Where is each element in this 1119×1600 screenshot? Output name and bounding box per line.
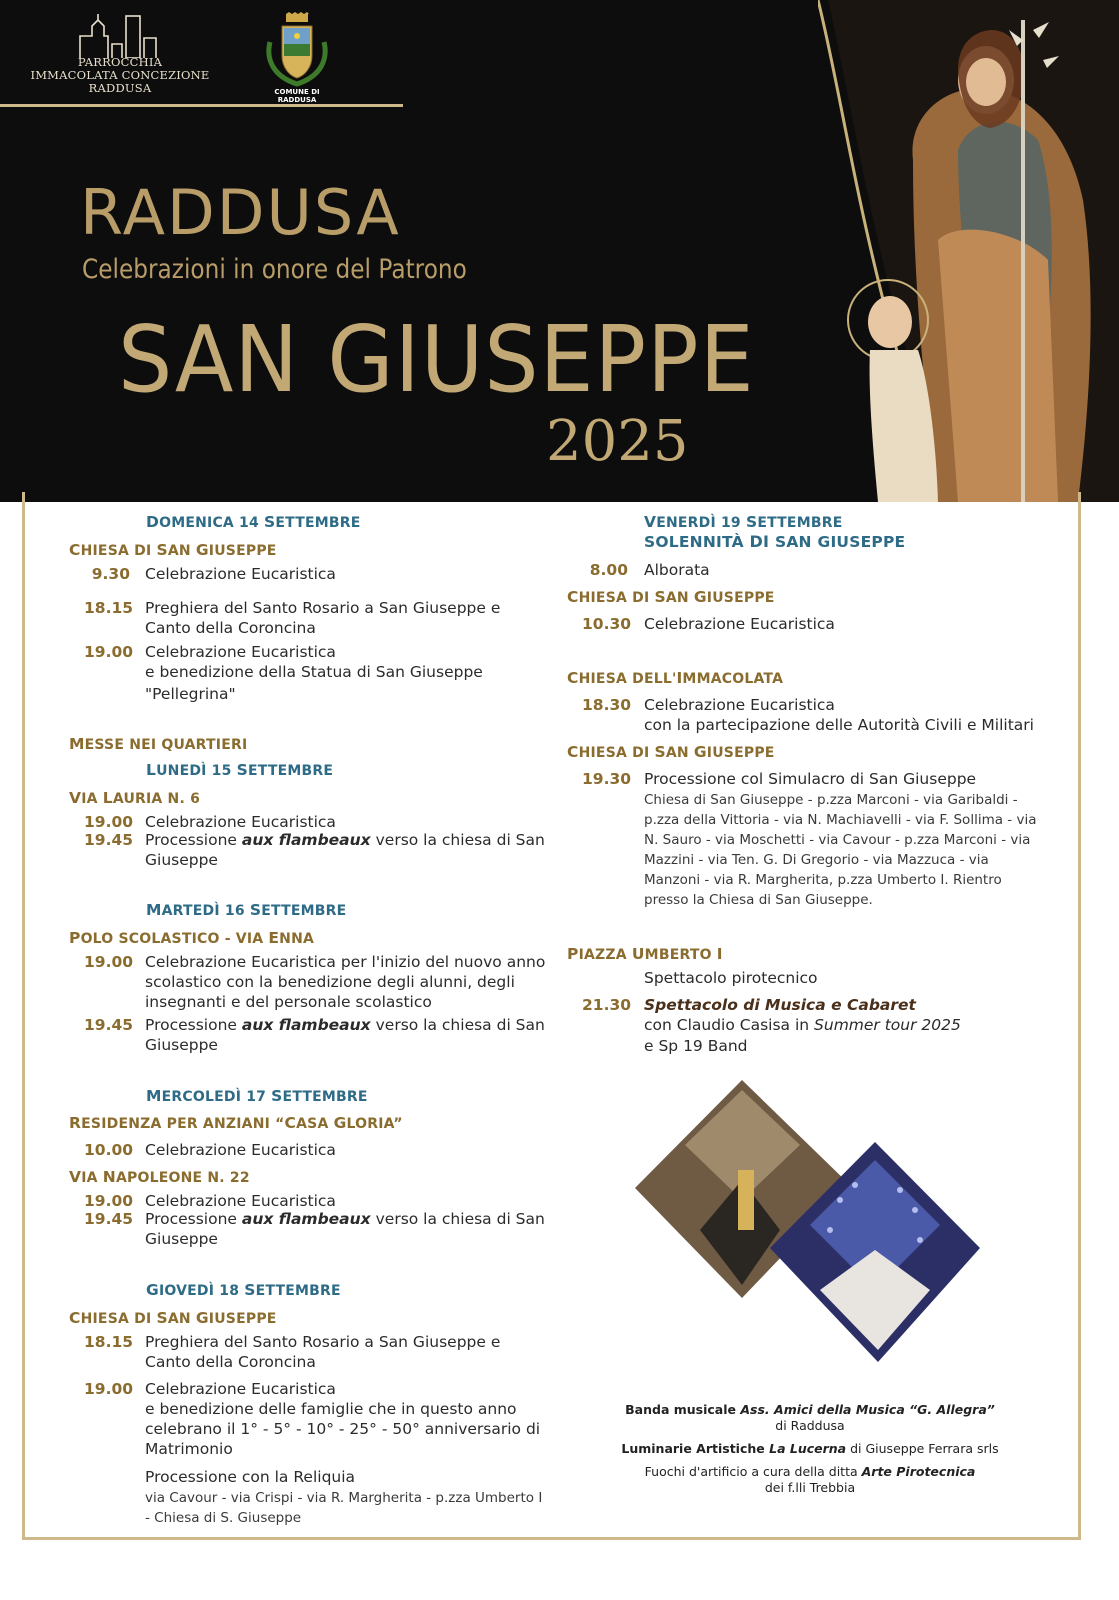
event-desc: Celebrazione Eucaristica per l'inizio del nuovo anno (145, 953, 546, 971)
event-time: 19.00 (84, 953, 134, 971)
location-chiesa-san-giuseppe: CHIESA DI SAN GIUSEPPE (567, 743, 775, 761)
procession-route: Chiesa di San Giuseppe - p.zza Marconi - via Garibaldi - (644, 792, 1018, 808)
procession-route: Manzoni - via R. Margherita, p.zza Umberto I. Rientro (644, 872, 1002, 888)
procession-route: p.zza della Vittoria - via N. Machiavelli - via F. Sollima - via (644, 812, 1037, 828)
event-desc: Celebrazione Eucaristica (145, 1192, 336, 1210)
credit-fuochi: Fuochi d'artificio a cura della ditta Arte Pirotecnica (644, 1464, 976, 1479)
event-desc: Celebrazione Eucaristica (145, 813, 336, 831)
event-time: 19.00 (84, 643, 134, 661)
day-heading-mon15: LUNEDÌ 15 SETTEMBRE (146, 761, 334, 779)
event-desc: e benedizione della Statua di San Giuseppe (145, 663, 483, 681)
credit-banda-town: di Raddusa (775, 1418, 845, 1433)
event-desc: Celebrazione Eucaristica (145, 565, 336, 583)
event-time: 19.45 (84, 831, 134, 849)
church-skyline-icon (78, 14, 162, 58)
event-time: 19.00 (84, 813, 134, 831)
day-heading-sun14: DOMENICA 14 SETTEMBRE (146, 513, 361, 531)
location-casa-gloria: RESIDENZA PER ANZIANI “CASA GLORIA” (69, 1114, 403, 1132)
solemnity-title: SOLENNITÀ DI SAN GIUSEPPE (644, 532, 906, 551)
credit-fuochi-family: dei f.lli Trebbia (764, 1480, 856, 1495)
event-desc: Processione aux flambeaux verso la chiesa di San (145, 1210, 545, 1228)
event-time: 9.30 (91, 565, 130, 583)
event-time: 19.45 (84, 1210, 134, 1228)
header-rule (0, 104, 403, 107)
event-time: 19.00 (84, 1192, 134, 1210)
comune-label-line2: RADDUSA (277, 96, 317, 104)
credit-banda: Banda musicale Ass. Amici della Musica “G. Allegra” (625, 1402, 995, 1417)
event-desc: Giuseppe (145, 1036, 218, 1054)
event-time: 8.00 (589, 561, 628, 579)
coat-of-arms-icon (262, 12, 332, 88)
location-polo-scolastico: POLO SCOLASTICO - VIA ENNA (69, 929, 315, 947)
event-time: 10.30 (582, 615, 632, 633)
saint-joseph-statue-image (818, 0, 1119, 502)
location-via-napoleone: VIA NAPOLEONE N. 22 (69, 1168, 250, 1186)
title-town: RADDUSA (80, 176, 401, 249)
event-time: 19.30 (582, 770, 632, 788)
event-desc: Canto della Coroncina (145, 619, 316, 637)
event-desc: Celebrazione Eucaristica (644, 615, 835, 633)
location-chiesa-san-giuseppe: CHIESA DI SAN GIUSEPPE (567, 588, 775, 606)
comune-coat-of-arms (262, 12, 332, 102)
comune-label-line1: COMUNE DI (274, 88, 320, 96)
event-desc: con Claudio Casisa in Summer tour 2025 (644, 1016, 961, 1034)
procession-route: N. Sauro - via Moschetti - via Cavour - p.zza Marconi - via (644, 832, 1031, 848)
event-desc: Processione con la Reliquia (145, 1468, 356, 1486)
event-desc: Celebrazione Eucaristica (145, 1380, 336, 1398)
title-saint: SAN GIUSEPPE (118, 306, 755, 413)
day-heading-thu18: GIOVEDÌ 18 SETTEMBRE (146, 1281, 341, 1299)
event-desc: Processione aux flambeaux verso la chiesa di San (145, 1016, 545, 1034)
event-desc: Spettacolo di Musica e Cabaret (644, 996, 916, 1014)
event-desc: Alborata (644, 561, 710, 579)
event-desc: Preghiera del Santo Rosario a San Giuseppe e (145, 599, 501, 617)
location-chiesa-san-giuseppe: CHIESA DI SAN GIUSEPPE (69, 1309, 277, 1327)
day-heading-tue16: MARTEDÌ 16 SETTEMBRE (146, 901, 347, 919)
header-banner (0, 0, 1119, 502)
procession-photos (630, 1080, 990, 1380)
location-chiesa-immacolata: CHIESA DELL'IMMACOLATA (567, 669, 784, 687)
event-desc: Spettacolo pirotecnico (644, 969, 818, 987)
parish-name-line1: PARROCCHIA (77, 55, 163, 69)
parish-name-line3: RADDUSA (88, 81, 152, 95)
parish-logo (30, 14, 210, 100)
event-time: 18.15 (84, 1333, 134, 1351)
credit-luminarie: Luminarie Artistiche La Lucerna di Giuseppe Ferrara srls (621, 1441, 999, 1456)
event-desc: celebrano il 1° - 5° - 10° - 25° - 50° anniversario di (145, 1420, 541, 1438)
procession-route: Mazzini - via Ten. G. Di Gregorio - via Mazzuca - via (644, 852, 989, 868)
day-heading-wed17: MERCOLEDÌ 17 SETTEMBRE (146, 1087, 368, 1105)
section-messe-quartieri: MESSE NEI QUARTIERI (69, 735, 248, 753)
event-time: 10.00 (84, 1141, 134, 1159)
event-desc: "Pellegrina" (145, 685, 236, 703)
day-heading-fri19: VENERDÌ 19 SETTEMBRE (644, 513, 843, 531)
event-time: 21.30 (582, 996, 632, 1014)
event-desc: Preghiera del Santo Rosario a San Giuseppe e (145, 1333, 501, 1351)
event-time: 19.45 (84, 1016, 134, 1034)
event-desc: Processione aux flambeaux verso la chiesa di San (145, 831, 545, 849)
event-desc: Celebrazione Eucaristica (145, 1141, 336, 1159)
event-desc: Celebrazione Eucaristica (644, 696, 835, 714)
event-time: 18.15 (84, 599, 134, 617)
event-desc: scolastico con la benedizione degli alunni, degli (145, 973, 515, 991)
title-subtitle: Celebrazioni in onore del Patrono (82, 254, 467, 285)
title-year: 2025 (546, 409, 689, 474)
event-desc: Matrimonio (145, 1440, 233, 1458)
event-desc: Processione col Simulacro di San Giuseppe (644, 770, 977, 788)
event-time: 19.00 (84, 1380, 134, 1398)
event-desc: Giuseppe (145, 1230, 218, 1248)
event-desc: insegnanti e del personale scolastico (145, 993, 432, 1011)
location-piazza-umberto: PIAZZA UMBERTO I (567, 945, 723, 963)
event-desc: Giuseppe (145, 851, 218, 869)
location-via-lauria: VIA LAURIA N. 6 (69, 789, 201, 807)
procession-route: presso la Chiesa di San Giuseppe. (644, 892, 873, 908)
event-desc: e Sp 19 Band (644, 1037, 748, 1055)
event-desc: e benedizione delle famiglie che in questo anno (145, 1400, 517, 1418)
event-desc: con la partecipazione delle Autorità Civili e Militari (644, 716, 1034, 734)
event-desc: Canto della Coroncina (145, 1353, 316, 1371)
procession-route: via Cavour - via Crispi - via R. Margherita - p.zza Umberto I (145, 1490, 543, 1506)
location-chiesa-san-giuseppe: CHIESA DI SAN GIUSEPPE (69, 541, 277, 559)
procession-route: - Chiesa di S. Giuseppe (145, 1510, 302, 1526)
event-time: 18.30 (582, 696, 632, 714)
parish-name-line2: IMMACOLATA CONCEZIONE (30, 68, 210, 82)
event-desc: Celebrazione Eucaristica (145, 643, 336, 661)
